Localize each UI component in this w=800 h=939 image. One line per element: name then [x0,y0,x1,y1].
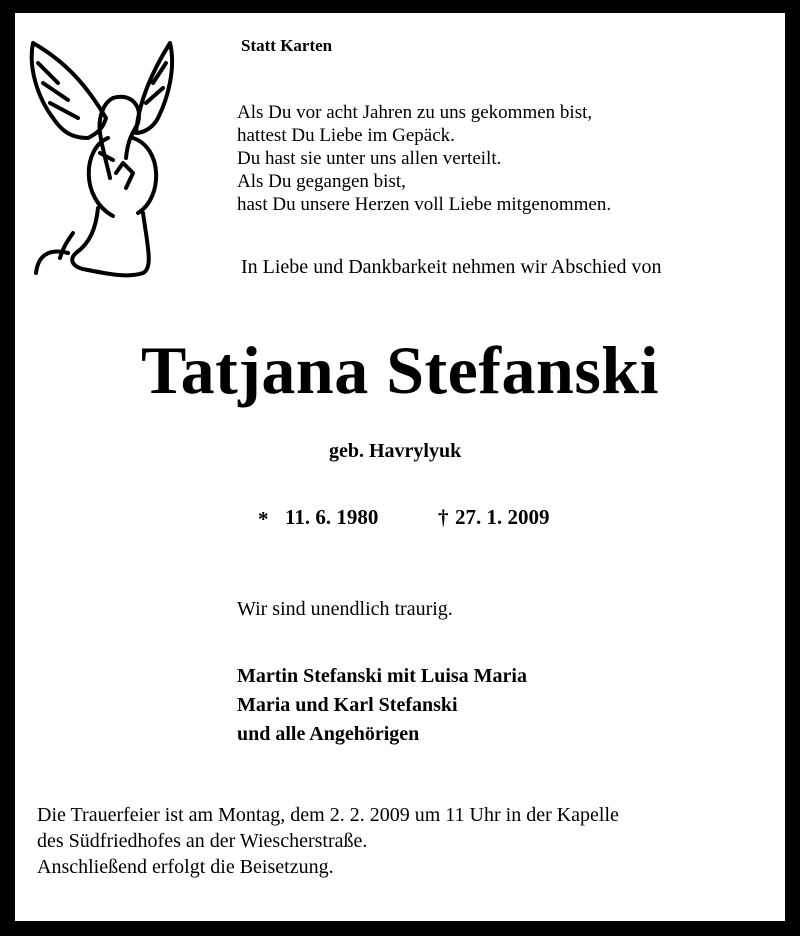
maiden-name: geb. Havrylyuk [329,440,462,462]
funeral-info-line: Die Trauerfeier ist am Montag, dem 2. 2. 2009 um 11 Uhr in der Kapelle [37,804,619,826]
sorrow-line: Wir sind unendlich traurig. [237,598,453,620]
mourner-line: Maria und Karl Stefanski [237,694,458,716]
funeral-info-line: Anschließend erfolgt die Beisetzung. [37,856,334,878]
angel-icon [28,38,178,283]
poem-line: Als Du gegangen bist, [237,171,406,192]
poem-line: Du hast sie unter uns allen verteilt. [237,148,502,169]
poem-line: hast Du unsere Herzen voll Liebe mitgenommen. [237,194,612,215]
birth-date: 11. 6. 1980 [285,505,379,529]
poem-line: Als Du vor acht Jahren zu uns gekommen bist, [237,102,593,123]
poem-line: hattest Du Liebe im Gepäck. [237,125,455,146]
birth-symbol: * [258,507,269,531]
deceased-name: Tatjana Stefanski [140,332,659,408]
mourner-line: und alle Angehörigen [237,723,420,745]
statt-karten-label: Statt Karten [241,36,333,55]
funeral-info-line: des Südfriedhofes an der Wiescherstraße. [37,830,368,852]
farewell-line: In Liebe und Dankbarkeit nehmen wir Abschied von [241,256,662,278]
mourner-line: Martin Stefanski mit Luisa Maria [237,665,527,687]
death-date: 27. 1. 2009 [455,505,550,529]
death-symbol: † [438,505,449,529]
